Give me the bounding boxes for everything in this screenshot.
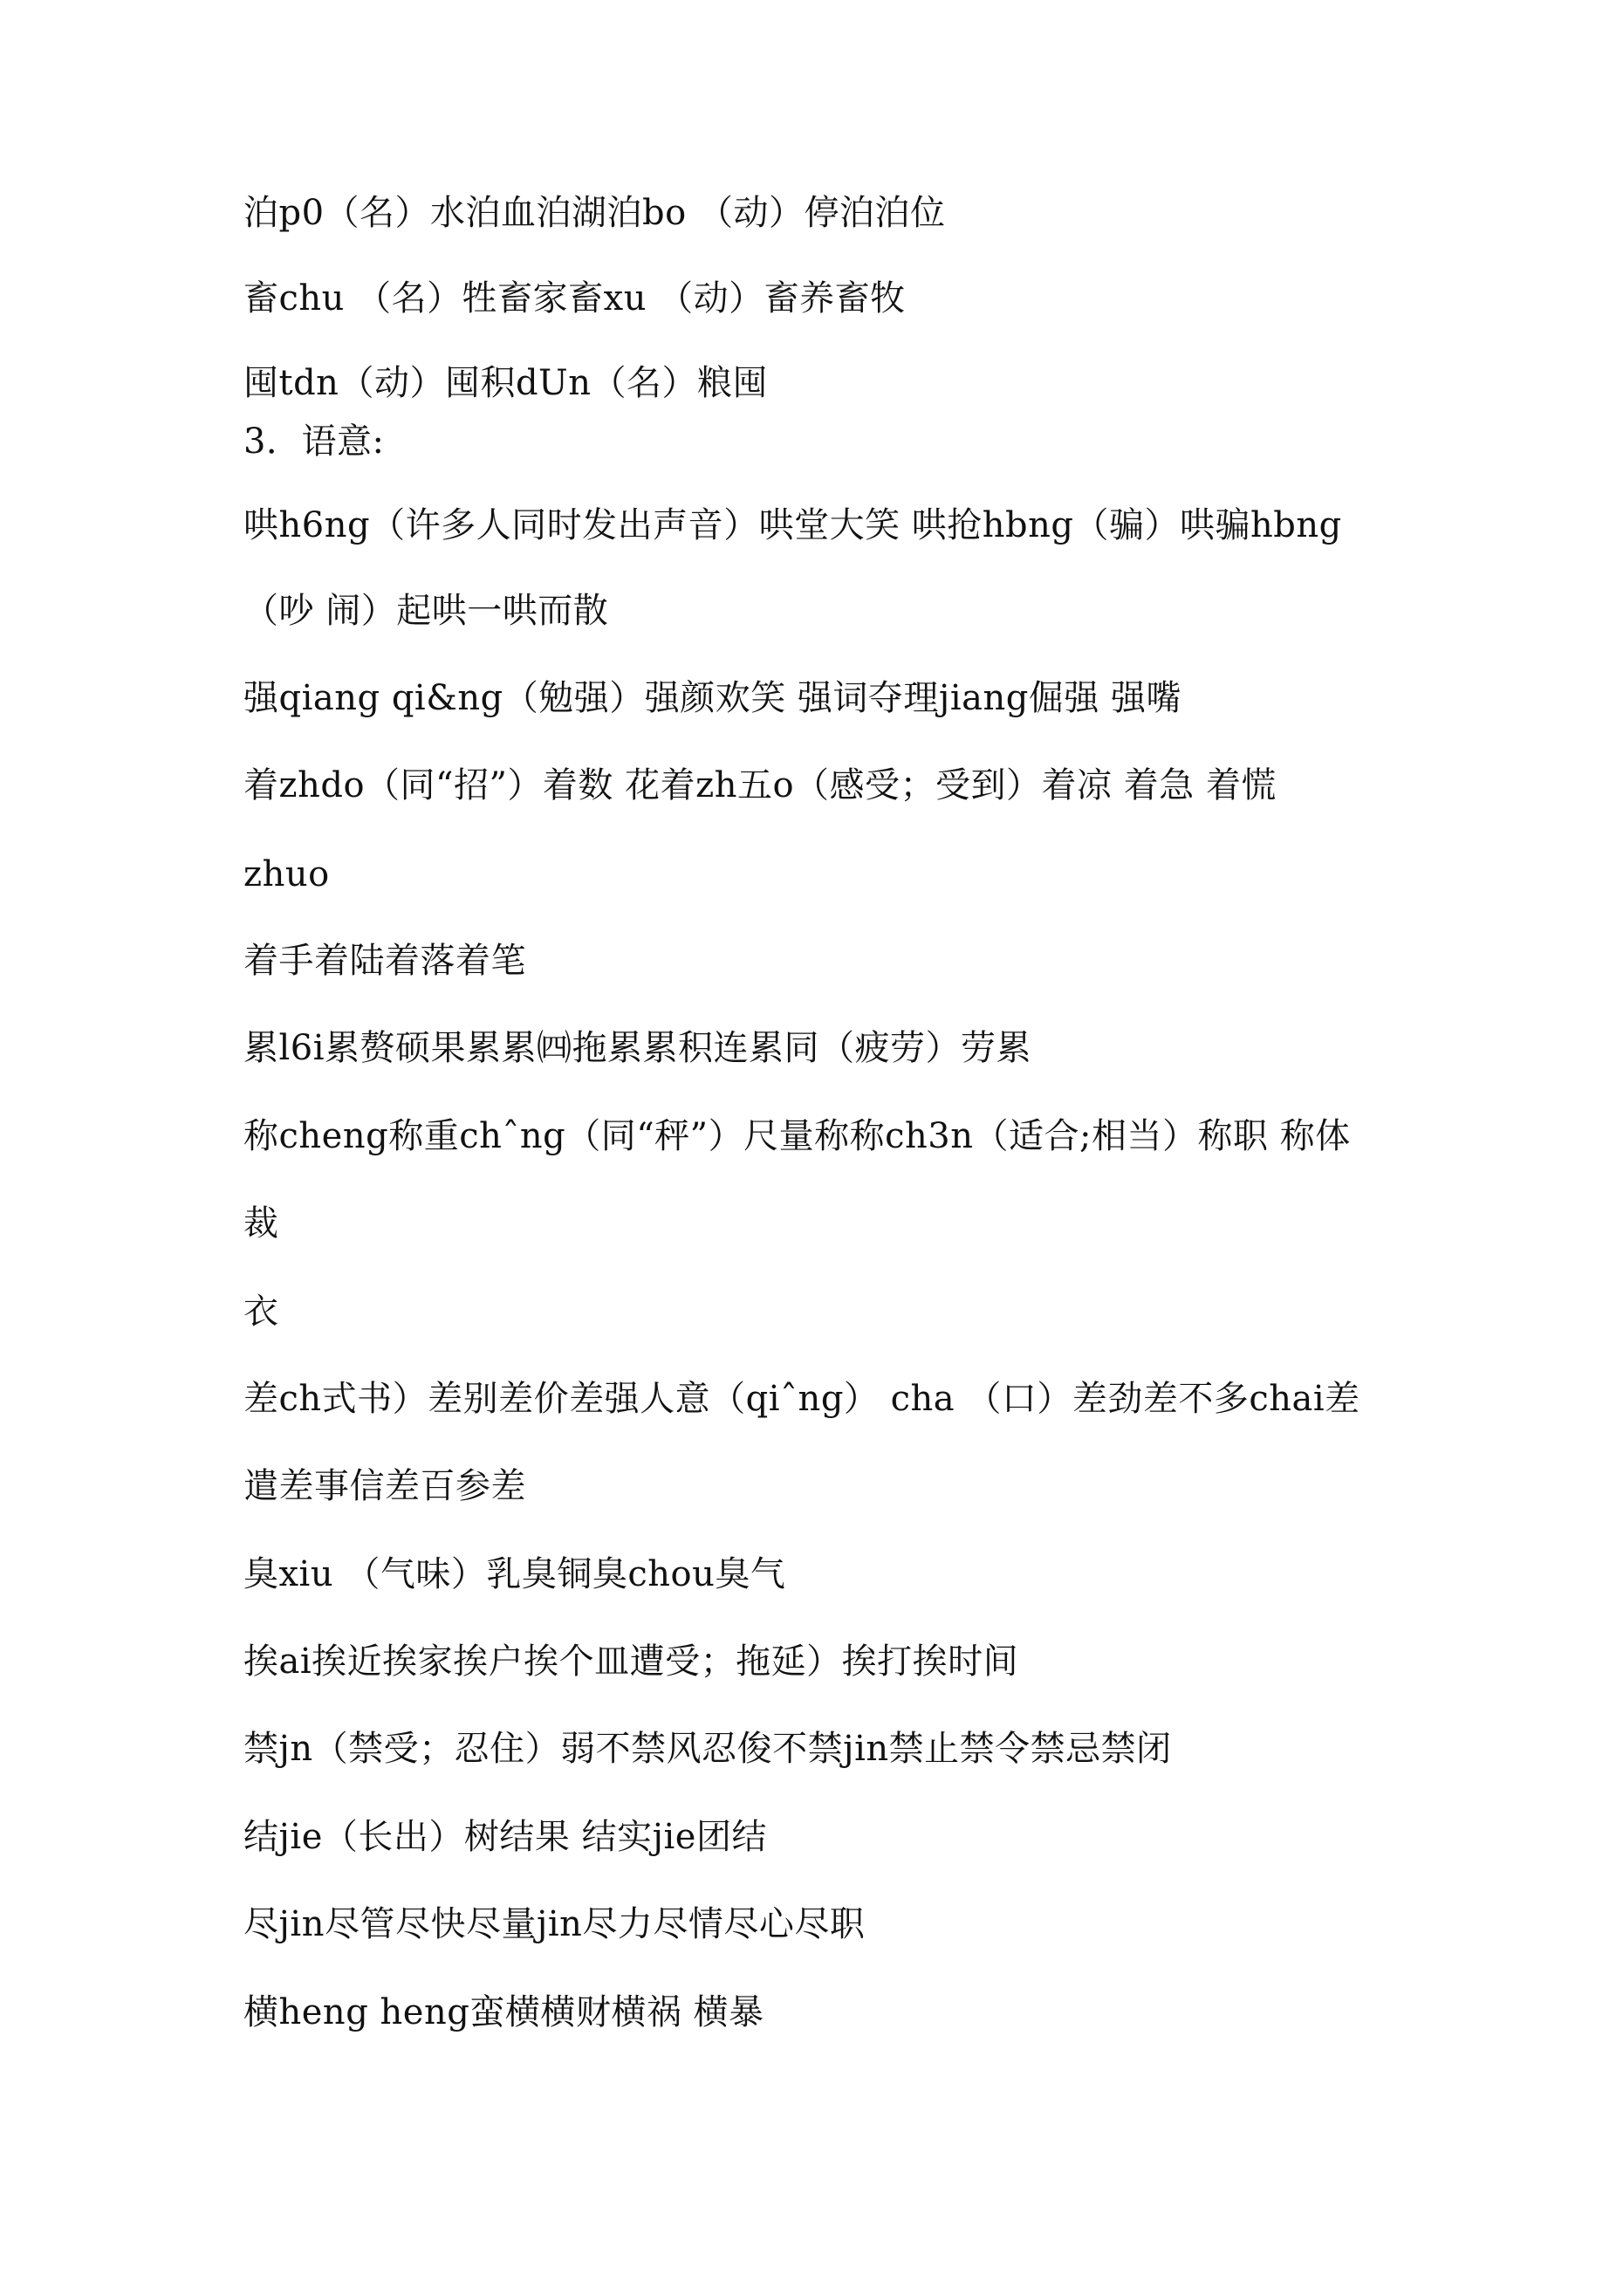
text-line: 横heng heng蛮横横财横祸 横暴 bbox=[243, 1992, 764, 2032]
text-line: 臭xiu （气味）乳臭铜臭chou臭气 bbox=[243, 1554, 786, 1594]
text-line: 遣差事信差百参差 bbox=[243, 1466, 526, 1506]
text-line: 尽jin尽管尽快尽量jin尽力尽情尽心尽职 bbox=[243, 1904, 866, 1944]
section-heading: 3．语意: bbox=[243, 422, 385, 462]
text-line: （吵 闹）起哄一哄而散 bbox=[243, 591, 609, 631]
text-line: 畜chu （名）牲畜家畜xu （动）畜养畜牧 bbox=[243, 278, 906, 319]
text-line: 囤tdn（动）囤积dUn（名）粮囤 bbox=[243, 363, 769, 403]
text-line: 着zhdo（同“招”）着数 花着zh五o（感受；受到）着凉 着急 着慌 bbox=[243, 765, 1277, 805]
text-line: 称cheng称重chˆng（同“秤”）尺量称称ch3n（适合;相当）称职 称体 bbox=[243, 1116, 1351, 1156]
text-line: 着手着陆着落着笔 bbox=[243, 941, 526, 981]
text-line: 结jie（长出）树结果 结实jie团结 bbox=[243, 1817, 767, 1857]
text-line: 强qiang qi&ng（勉强）强颜欢笑 强词夺理jiang倔强 强嘴 bbox=[243, 678, 1182, 718]
text-line: zhuo bbox=[243, 854, 330, 894]
text-line: 衣 bbox=[243, 1292, 279, 1332]
text-line: 哄h6ng（许多人同时发出声音）哄堂大笑 哄抢hbng（骗）哄骗hbng bbox=[243, 505, 1342, 545]
text-line: 累l6i累赘硕果累累㈣拖累累积连累同（疲劳）劳累 bbox=[243, 1028, 1032, 1068]
text-line: 裁 bbox=[243, 1203, 279, 1244]
text-line: 泊p0（名）水泊血泊湖泊bo （动）停泊泊位 bbox=[243, 193, 946, 233]
text-line: 挨ai挨近挨家挨户挨个皿遭受；拖延）挨打挨时间 bbox=[243, 1641, 1019, 1682]
text-line: 差ch式书）差别差价差强人意（qiˆng） cha （口）差劲差不多chai差 bbox=[243, 1379, 1360, 1419]
text-line: 禁jn（禁受；忍住）弱不禁风忍俊不禁jin禁止禁令禁忌禁闭 bbox=[243, 1729, 1172, 1769]
